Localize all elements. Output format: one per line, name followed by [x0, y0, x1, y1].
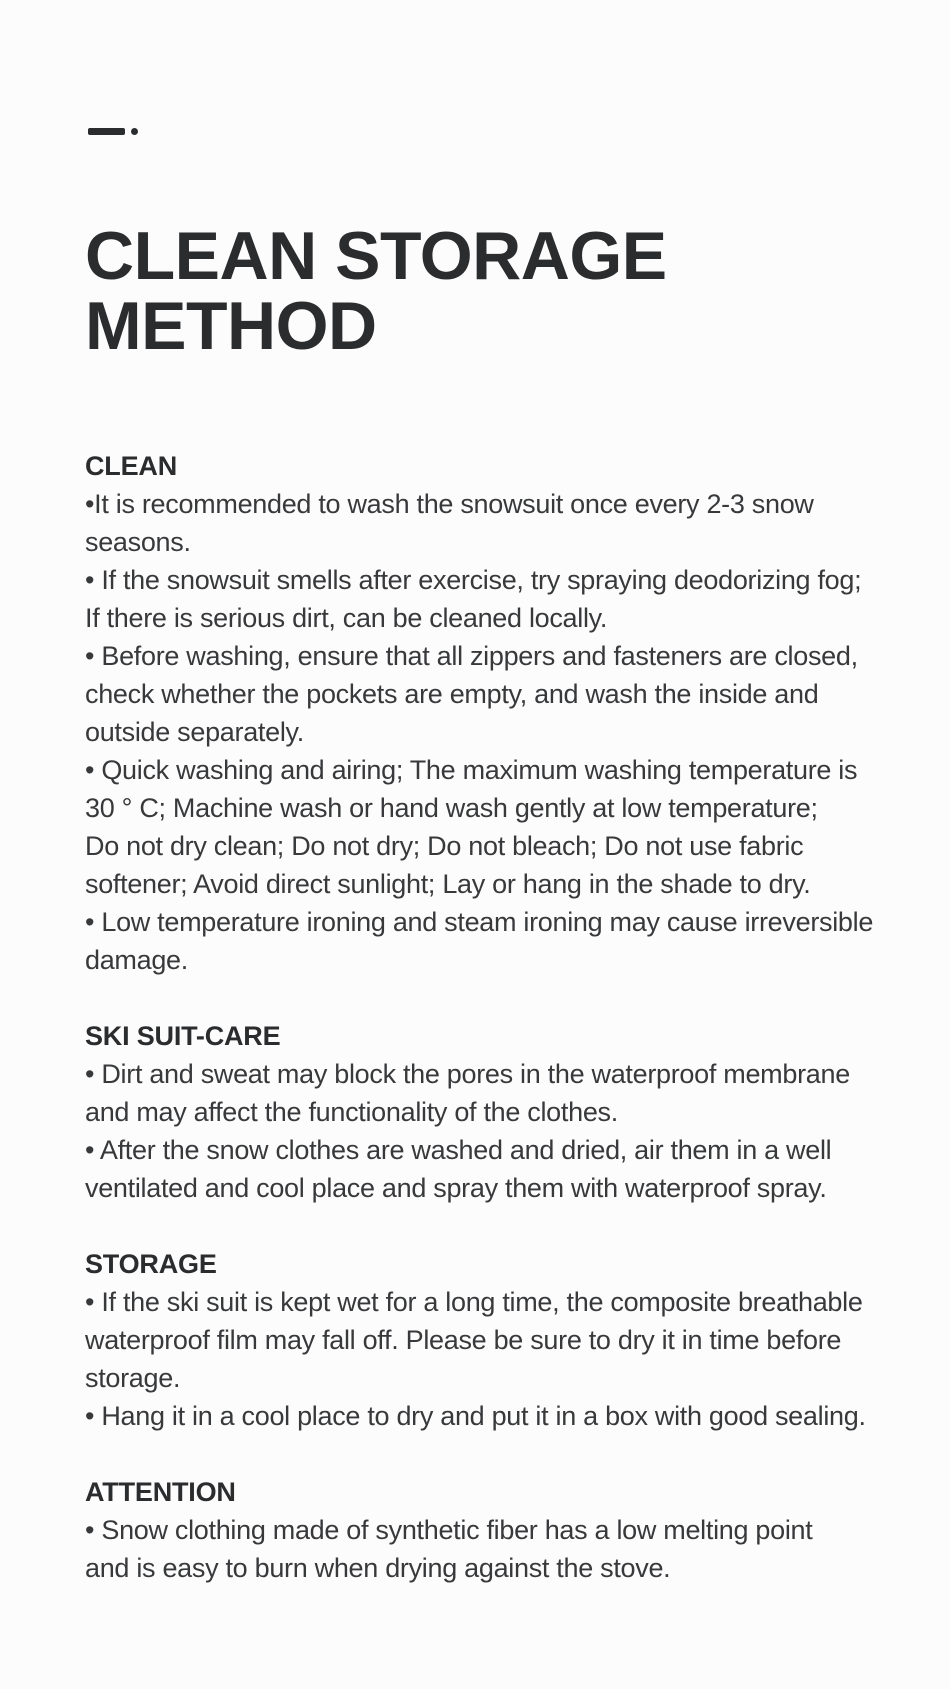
section-clean	[85, 447, 885, 979]
page-title-line: METHOD	[85, 288, 377, 364]
bullet-line: seasons.	[85, 527, 191, 557]
dash-icon	[88, 128, 125, 135]
page-title-line: CLEAN STORAGE	[85, 218, 667, 294]
bullet-line: • Hang it in a cool place to dry and put it in a box with good sealing.	[85, 1401, 866, 1431]
bullet-line: softener; Avoid direct sunlight; Lay or hang in the shade to dry.	[85, 869, 811, 899]
bullet-line: If there is serious dirt, can be cleaned locally.	[85, 603, 608, 633]
bullet-line: • After the snow clothes are washed and dried, air them in a well	[85, 1135, 832, 1165]
section-heading: SKI SUIT-CARE	[85, 1021, 281, 1051]
bullet-line: • Dirt and sweat may block the pores in the waterproof membrane	[85, 1059, 850, 1089]
bullet-line: outside separately.	[85, 717, 304, 747]
bullet-line: damage.	[85, 945, 188, 975]
bullet-line: •It is recommended to wash the snowsuit once every 2-3 snow	[85, 489, 814, 519]
bullet-line: and may affect the functionality of the clothes.	[85, 1097, 618, 1127]
section-heading: STORAGE	[85, 1249, 217, 1279]
bullet-line: • If the snowsuit smells after exercise, try spraying deodorizing fog;	[85, 565, 862, 595]
section-attention	[85, 1473, 885, 1587]
bullet-line: ventilated and cool place and spray them with waterproof spray.	[85, 1173, 827, 1203]
content-column	[85, 0, 885, 1587]
bullet-item	[85, 1283, 885, 1397]
bullet-line: • Snow clothing made of synthetic fiber has a low melting point	[85, 1515, 813, 1545]
bullet-item	[85, 1511, 885, 1587]
bullet-line: • Before washing, ensure that all zippers and fasteners are closed,	[85, 641, 858, 671]
bullet-item	[85, 637, 885, 751]
bullet-line: 30 ° C; Machine wash or hand wash gently at low temperature;	[85, 793, 818, 823]
bullet-line: storage.	[85, 1363, 181, 1393]
bullet-item	[85, 561, 885, 637]
bullet-line: • Low temperature ironing and steam ironing may cause irreversible	[85, 907, 874, 937]
bullet-item	[85, 1055, 885, 1131]
bullet-line: • If the ski suit is kept wet for a long time, the composite breathable	[85, 1287, 863, 1317]
section-heading: CLEAN	[85, 451, 177, 481]
section-ski-suit-care	[85, 1017, 885, 1207]
page-title	[85, 218, 885, 364]
dash-dot-marker	[88, 128, 885, 135]
bullet-line: check whether the pockets are empty, and wash the inside and	[85, 679, 819, 709]
bullet-line: • Quick washing and airing; The maximum washing temperature is	[85, 755, 858, 785]
dot-icon	[131, 128, 138, 135]
care-sections	[85, 447, 885, 1587]
bullet-line: and is easy to burn when drying against the stove.	[85, 1553, 671, 1583]
bullet-item	[85, 485, 885, 561]
bullet-item	[85, 751, 885, 903]
bullet-line: Do not dry clean; Do not dry; Do not bleach; Do not use fabric	[85, 831, 804, 861]
bullet-line: waterproof film may fall off. Please be sure to dry it in time before	[85, 1325, 842, 1355]
bullet-item	[85, 1397, 885, 1435]
section-heading: ATTENTION	[85, 1477, 236, 1507]
bullet-item	[85, 903, 885, 979]
bullet-item	[85, 1131, 885, 1207]
section-storage	[85, 1245, 885, 1435]
